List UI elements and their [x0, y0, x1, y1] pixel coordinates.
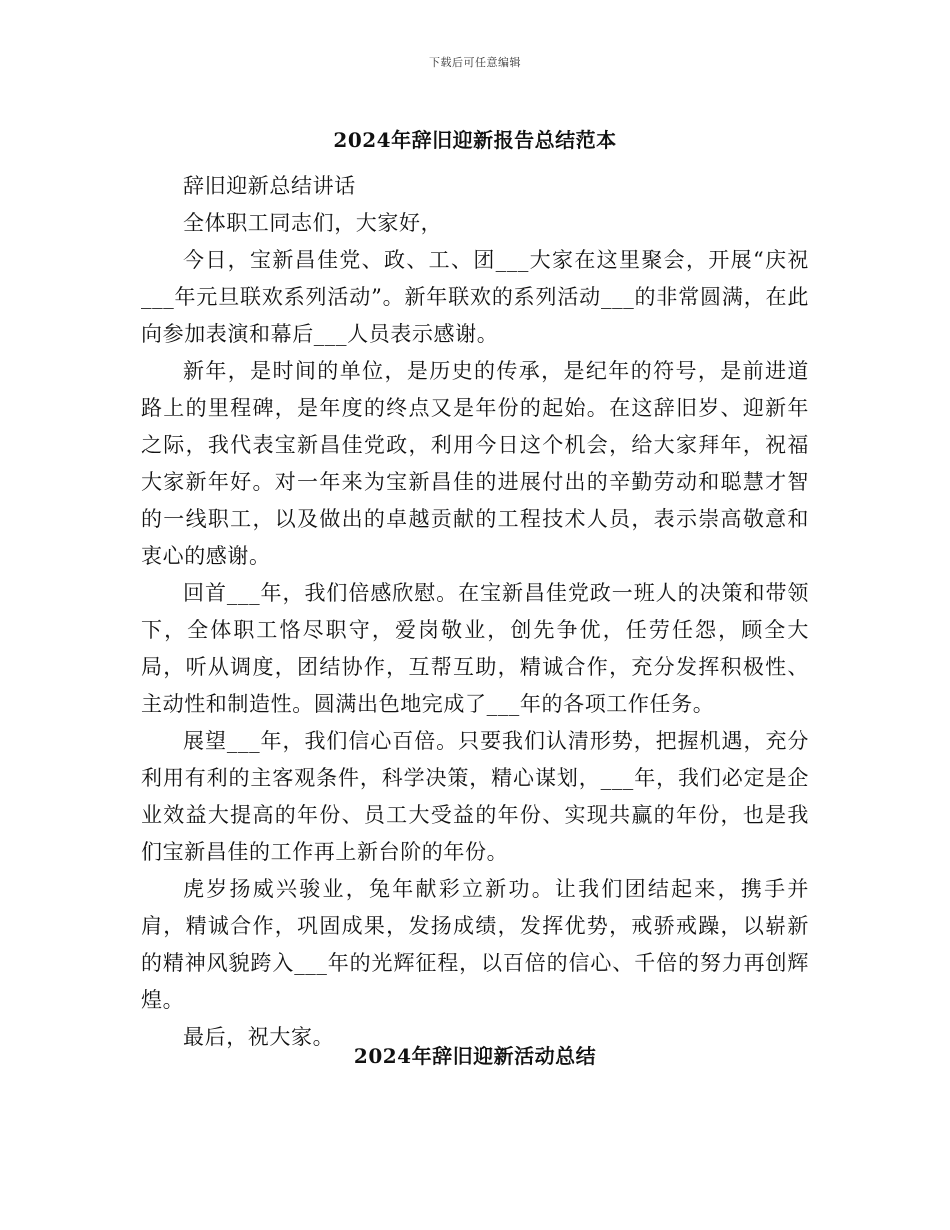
- document-title: 2024年辞旧迎新报告总结范本: [333, 128, 617, 152]
- paragraph-outlook: 展望___年，我们信心百倍。只要我们认清形势，把握机遇，充分利用有利的主客观条件，科学决策，精心谋划，___年，我们必定是企业效益大提高的年份、员工大受益的年份、实现共赢的年份，也是我们宝新昌佳的工作再上新台阶的年份。: [141, 729, 809, 864]
- paragraph-new-year: 新年，是时间的单位，是历史的传承，是纪年的符号，是前进道路上的里程碑，是年度的终点又是年份的起始。在这辞旧岁、迎新年之际，我代表宝新昌佳党政，利用今日这个机会，给大家拜年，祝福大家新年好。对一年来为宝新昌佳的进展付出的辛勤劳动和聪慧才智的一线职工，以及做出的卓越贡献的工程技术人员，表示崇高敬意和衷心的感谢。: [141, 359, 809, 568]
- document-body: [141, 168, 809, 1056]
- paragraph-closing: 最后，祝大家。: [183, 1025, 335, 1049]
- section-title: 2024年辞旧迎新活动总结: [353, 1044, 597, 1068]
- paragraph-opening: 今日，宝新昌佳党、政、工、团___大家在这里聚会，开展“庆祝___年元旦联欢系列活动”。新年联欢的系列活动___的非常圆满，在此向参加表演和幕后___人员表示感谢。: [141, 248, 809, 346]
- paragraph-call-to-action: 虎岁扬威兴骏业，兔年献彩立新功。让我们团结起来，携手并肩，精诚合作，巩固成果，发扬成绩，发挥优势，戒骄戒躁，以崭新的精神风貌跨入___年的光辉征程，以百倍的信心、千倍的努力再创辉煌。: [141, 877, 809, 1012]
- page-header-note: 下载后可任意编辑: [429, 56, 521, 69]
- paragraph-review: 回首___年，我们倍感欣慰。在宝新昌佳党政一班人的决策和带领下，全体职工恪尽职守，爱岗敬业，创先争优，任劳任怨，顾全大局，听从调度，团结协作，互帮互助，精诚合作，充分发挥积极性、主动性和制造性。圆满出色地完成了___年的各项工作任务。: [141, 581, 809, 716]
- paragraph-greeting: 全体职工同志们，大家好，: [183, 211, 443, 235]
- paragraph-speech-heading: 辞旧迎新总结讲话: [183, 174, 356, 198]
